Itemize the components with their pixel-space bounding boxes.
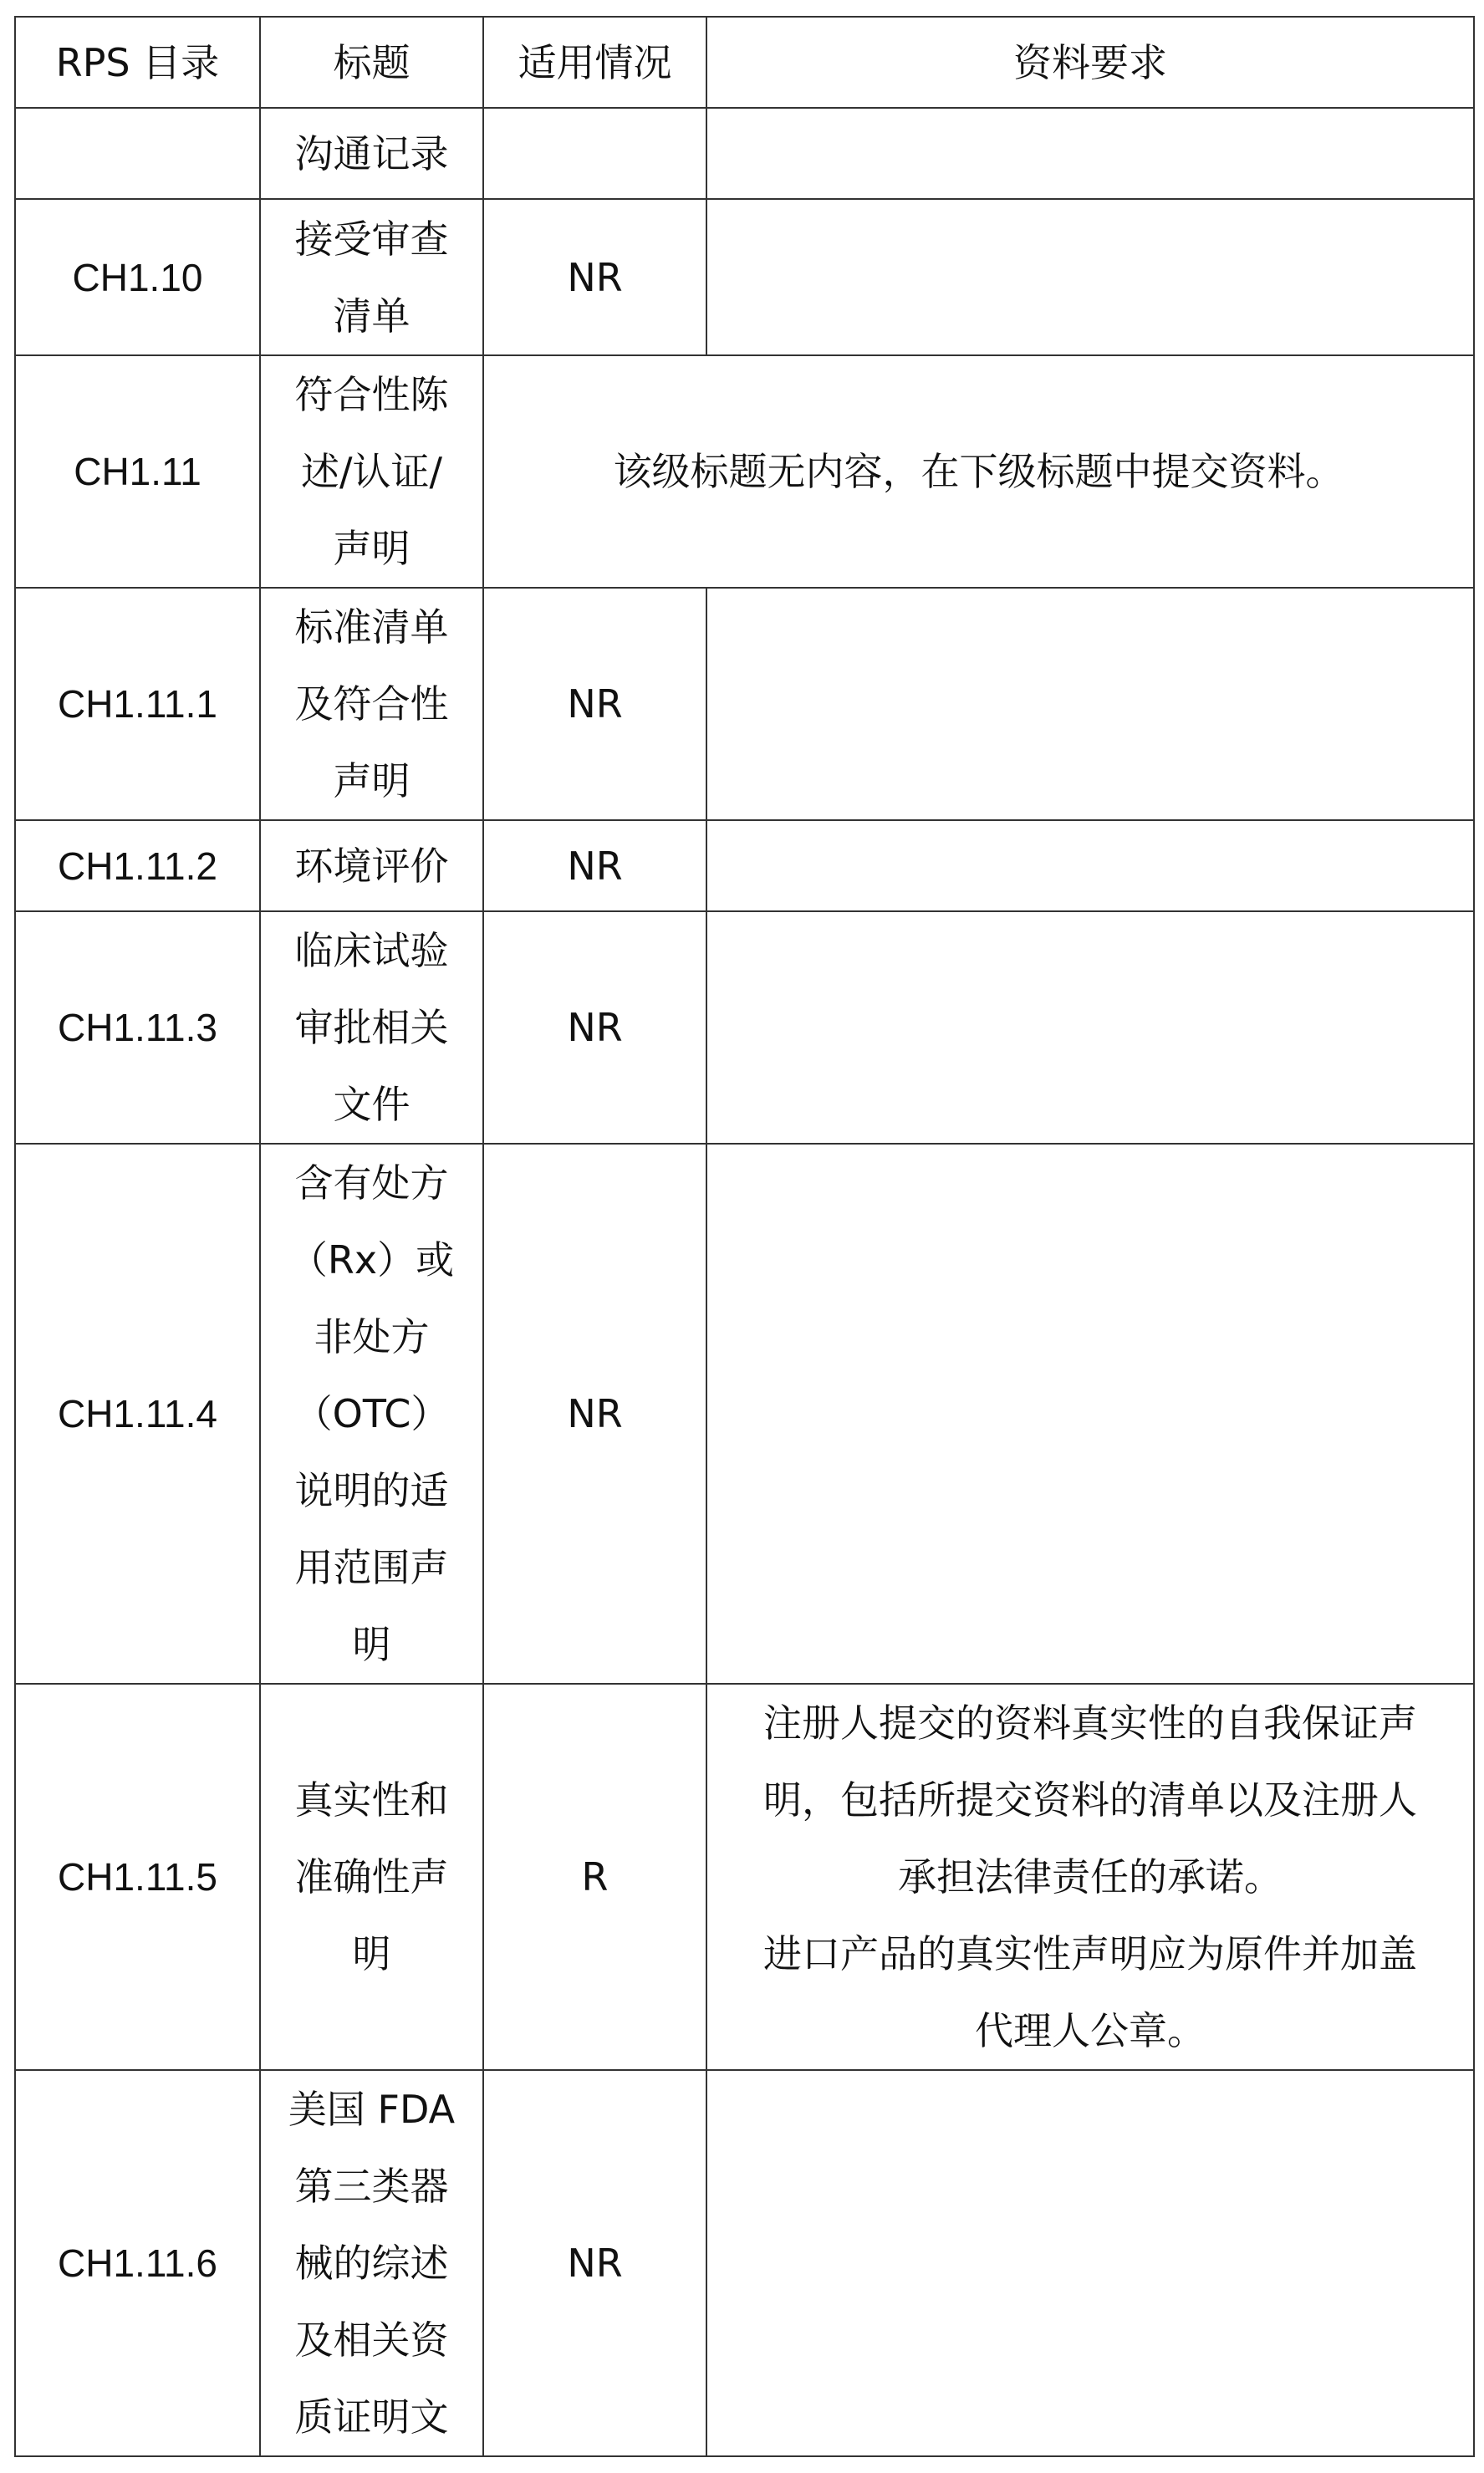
row-applicability: NR: [483, 820, 706, 911]
row-applicability: NR: [483, 911, 706, 1144]
requirement-line: 明，包括所提交资料的清单以及注册人: [763, 1777, 1417, 1823]
row-applicability: [483, 108, 706, 199]
row-title: [260, 1684, 483, 2070]
table-row: [15, 1684, 1474, 2070]
row-requirement: [706, 1144, 1474, 1684]
row-requirement: [706, 588, 1474, 820]
table-row: [15, 199, 1474, 355]
requirement-line: 进口产品的真实性声明应为原件并加盖: [763, 1931, 1417, 1976]
table-row: [15, 588, 1474, 820]
row-requirement: [706, 911, 1474, 1144]
title-line: 含有处方: [294, 1160, 449, 1206]
title-line: （OTC）: [293, 1391, 450, 1436]
title-line: 标准清单: [294, 604, 449, 650]
row-title: [260, 911, 483, 1144]
row-applicability: NR: [483, 1144, 706, 1684]
row-title: [260, 2070, 483, 2456]
title-line: 第三类器: [294, 2164, 449, 2209]
title-line: 符合性陈: [294, 372, 449, 417]
title-line: 声明: [333, 526, 411, 571]
title-line: 明: [352, 1931, 391, 1976]
requirement-line: 承担法律责任的承诺。: [898, 1854, 1283, 1899]
row-title: [260, 355, 483, 588]
row-title: [260, 588, 483, 820]
title-line: 械的综述: [294, 2241, 449, 2286]
title-line: 环境评价: [294, 843, 449, 889]
merged-note: 该级标题无内容，在下级标题中提交资料。: [483, 355, 1474, 588]
title-line: 及符合性: [294, 681, 449, 727]
title-line: 准确性声: [294, 1854, 449, 1899]
row-title: [260, 199, 483, 355]
title-line: 沟通记录: [294, 130, 449, 176]
table-row: [15, 911, 1474, 1144]
requirement-line: 代理人公章。: [975, 2008, 1206, 2053]
title-line: 文件: [333, 1082, 411, 1127]
row-code: CH1.11.4: [15, 1144, 260, 1684]
title-line: 美国 FDA: [288, 2087, 456, 2132]
row-requirement: [706, 1684, 1474, 2070]
row-code: CH1.10: [15, 199, 260, 355]
table-row: [15, 1144, 1474, 1684]
title-line: 真实性和: [294, 1777, 449, 1823]
row-applicability: NR: [483, 199, 706, 355]
row-code: [15, 108, 260, 199]
title-line: 声明: [333, 758, 411, 803]
row-code: CH1.11.2: [15, 820, 260, 911]
row-code: CH1.11.5: [15, 1684, 260, 2070]
title-line: 临床试验: [294, 928, 449, 973]
title-line: 审批相关: [294, 1005, 449, 1050]
title-line: 质证明文: [294, 2394, 449, 2440]
row-requirement: [706, 199, 1474, 355]
row-applicability: R: [483, 1684, 706, 2070]
row-title: [260, 820, 483, 911]
header-title: 标题: [260, 17, 483, 108]
row-applicability: NR: [483, 2070, 706, 2456]
table-row: [15, 820, 1474, 911]
title-line: 明: [352, 1622, 391, 1667]
title-line: 述/认证/: [301, 449, 442, 494]
title-line: 非处方: [314, 1314, 430, 1359]
row-code: CH1.11: [15, 355, 260, 588]
requirement-line: 注册人提交的资料真实性的自我保证声: [763, 1701, 1417, 1746]
row-applicability: NR: [483, 588, 706, 820]
row-title: [260, 1144, 483, 1684]
title-line: 接受审查: [294, 216, 449, 262]
header-catalog: RPS 目录: [15, 17, 260, 108]
row-requirement: [706, 820, 1474, 911]
rps-requirements-table: [14, 16, 1475, 2457]
title-line: （Rx）或: [288, 1237, 455, 1282]
title-line: 及相关资: [294, 2317, 449, 2363]
table-row: [15, 108, 1474, 199]
row-code: CH1.11.3: [15, 911, 260, 1144]
row-requirement: [706, 108, 1474, 199]
title-line: 说明的适: [294, 1468, 449, 1513]
table-row: [15, 2070, 1474, 2456]
title-line: 用范围声: [294, 1545, 449, 1590]
header-row: [15, 17, 1474, 108]
table-row: [15, 355, 1474, 588]
header-applicability: 适用情况: [483, 17, 706, 108]
title-line: 清单: [333, 293, 411, 339]
row-requirement: [706, 2070, 1474, 2456]
row-code: CH1.11.1: [15, 588, 260, 820]
row-title: [260, 108, 483, 199]
row-code: CH1.11.6: [15, 2070, 260, 2456]
header-requirement: 资料要求: [706, 17, 1474, 108]
